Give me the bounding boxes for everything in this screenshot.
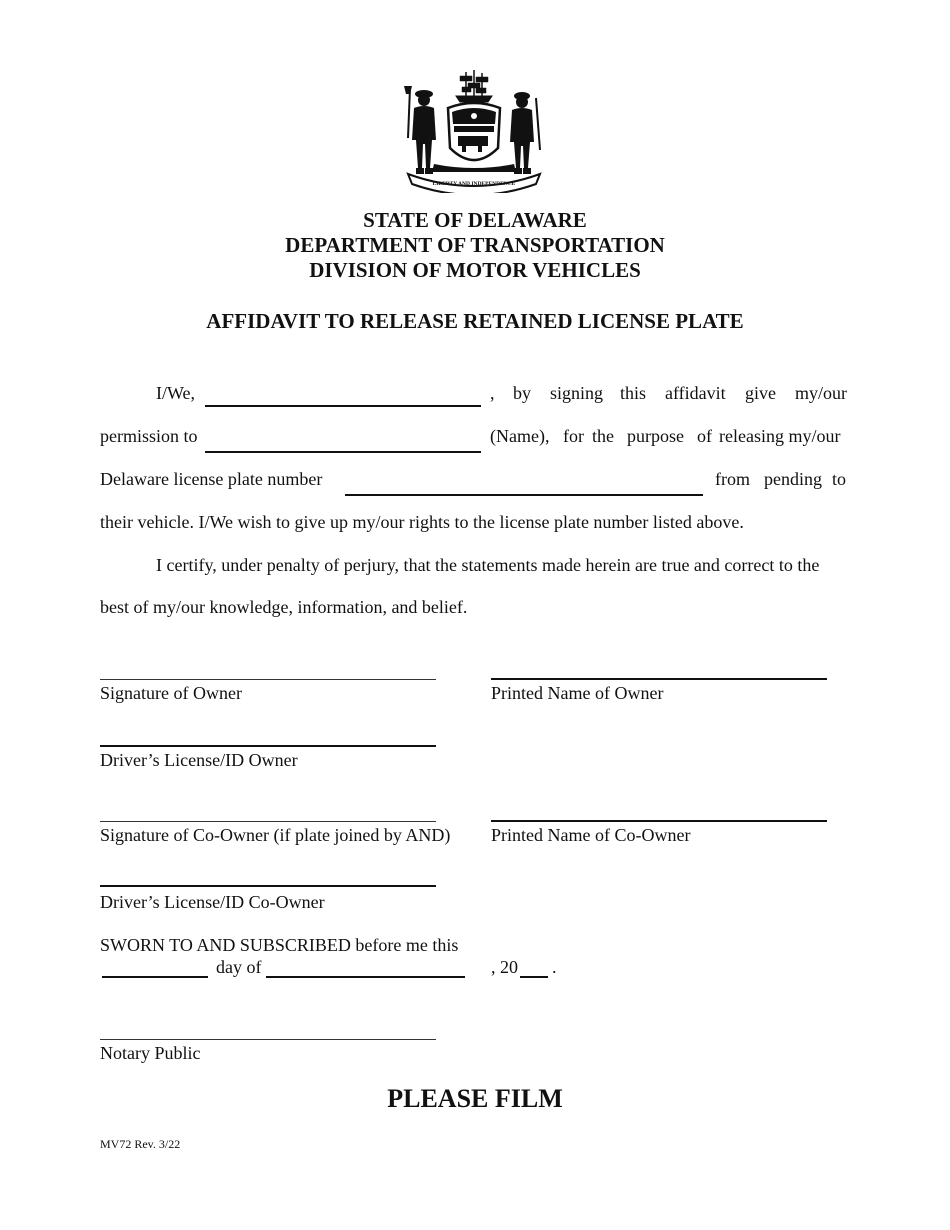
please-film: PLEASE FILM <box>387 1084 563 1113</box>
text-belief: best of my/our knowledge, information, and belief. <box>100 597 468 617</box>
text-the: the <box>592 426 614 446</box>
notary-day-field[interactable] <box>102 976 208 978</box>
owner-name-field[interactable] <box>205 405 481 407</box>
text-from: from <box>715 469 750 489</box>
text-comma: , <box>490 383 495 403</box>
header-state: STATE OF DELAWARE <box>363 208 587 232</box>
notary-month-field[interactable] <box>266 976 465 978</box>
header-department: DEPARTMENT OF TRANSPORTATION <box>285 233 665 257</box>
text-pending: pending <box>764 469 822 489</box>
text-permission-to: permission to <box>100 426 198 446</box>
text-affidavit: affidavit <box>665 383 726 403</box>
text-releasing: releasing my/our <box>719 426 841 446</box>
text-plate-number-label: Delaware license plate number <box>100 469 323 489</box>
label-notary-public: Notary Public <box>100 1043 201 1063</box>
printed-name-coowner-field[interactable] <box>491 820 827 822</box>
label-printed-name-owner: Printed Name of Owner <box>491 683 664 703</box>
form-number: MV72 Rev. 3/22 <box>100 1137 181 1151</box>
text-for: for <box>563 426 584 446</box>
label-printed-name-coowner: Printed Name of Co-Owner <box>491 825 691 845</box>
dl-coowner-field[interactable] <box>100 885 436 887</box>
label-signature-owner: Signature of Owner <box>100 683 242 703</box>
printed-name-owner-field[interactable] <box>491 678 827 680</box>
signature-owner-field[interactable] <box>100 679 436 680</box>
label-signature-coowner: Signature of Co-Owner (if plate joined by AND) <box>100 825 451 845</box>
delaware-seal-icon <box>404 68 544 193</box>
text-iwe: I/We, <box>156 383 196 403</box>
notary-signature-field[interactable] <box>100 1039 436 1040</box>
text-year-prefix: , 20 <box>491 957 518 977</box>
label-dl-owner: Driver’s License/ID Owner <box>100 750 298 770</box>
text-sworn: SWORN TO AND SUBSCRIBED before me this <box>100 935 459 955</box>
text-give-up-rights: their vehicle. I/We wish to give up my/our rights to the license plate number listed above. <box>100 512 744 532</box>
signature-coowner-field[interactable] <box>100 821 436 822</box>
form-title: AFFIDAVIT TO RELEASE RETAINED LICENSE PLATE <box>206 309 744 333</box>
text-myour: my/our <box>795 383 847 403</box>
text-signing: signing <box>550 383 604 403</box>
plate-number-field[interactable] <box>345 494 703 496</box>
text-by: by <box>513 383 531 403</box>
notary-year-field[interactable] <box>520 976 548 978</box>
text-purpose: purpose <box>627 426 684 446</box>
dl-owner-field[interactable] <box>100 745 436 747</box>
text-of: of <box>697 426 712 446</box>
text-name: (Name), <box>490 426 550 446</box>
header-division: DIVISION OF MOTOR VEHICLES <box>309 258 641 282</box>
text-this: this <box>620 383 647 403</box>
label-dl-coowner: Driver’s License/ID Co-Owner <box>100 892 325 912</box>
text-period: . <box>552 957 557 977</box>
seal-motto: LIBERTY AND INDEPENDENCE <box>432 181 516 187</box>
text-day-of: day of <box>216 957 262 977</box>
text-certify: I certify, under penalty of perjury, that the statements made herein are true and correct to the <box>156 555 820 575</box>
text-give: give <box>745 383 776 403</box>
text-to: to <box>832 469 847 489</box>
permission-name-field[interactable] <box>205 451 481 453</box>
